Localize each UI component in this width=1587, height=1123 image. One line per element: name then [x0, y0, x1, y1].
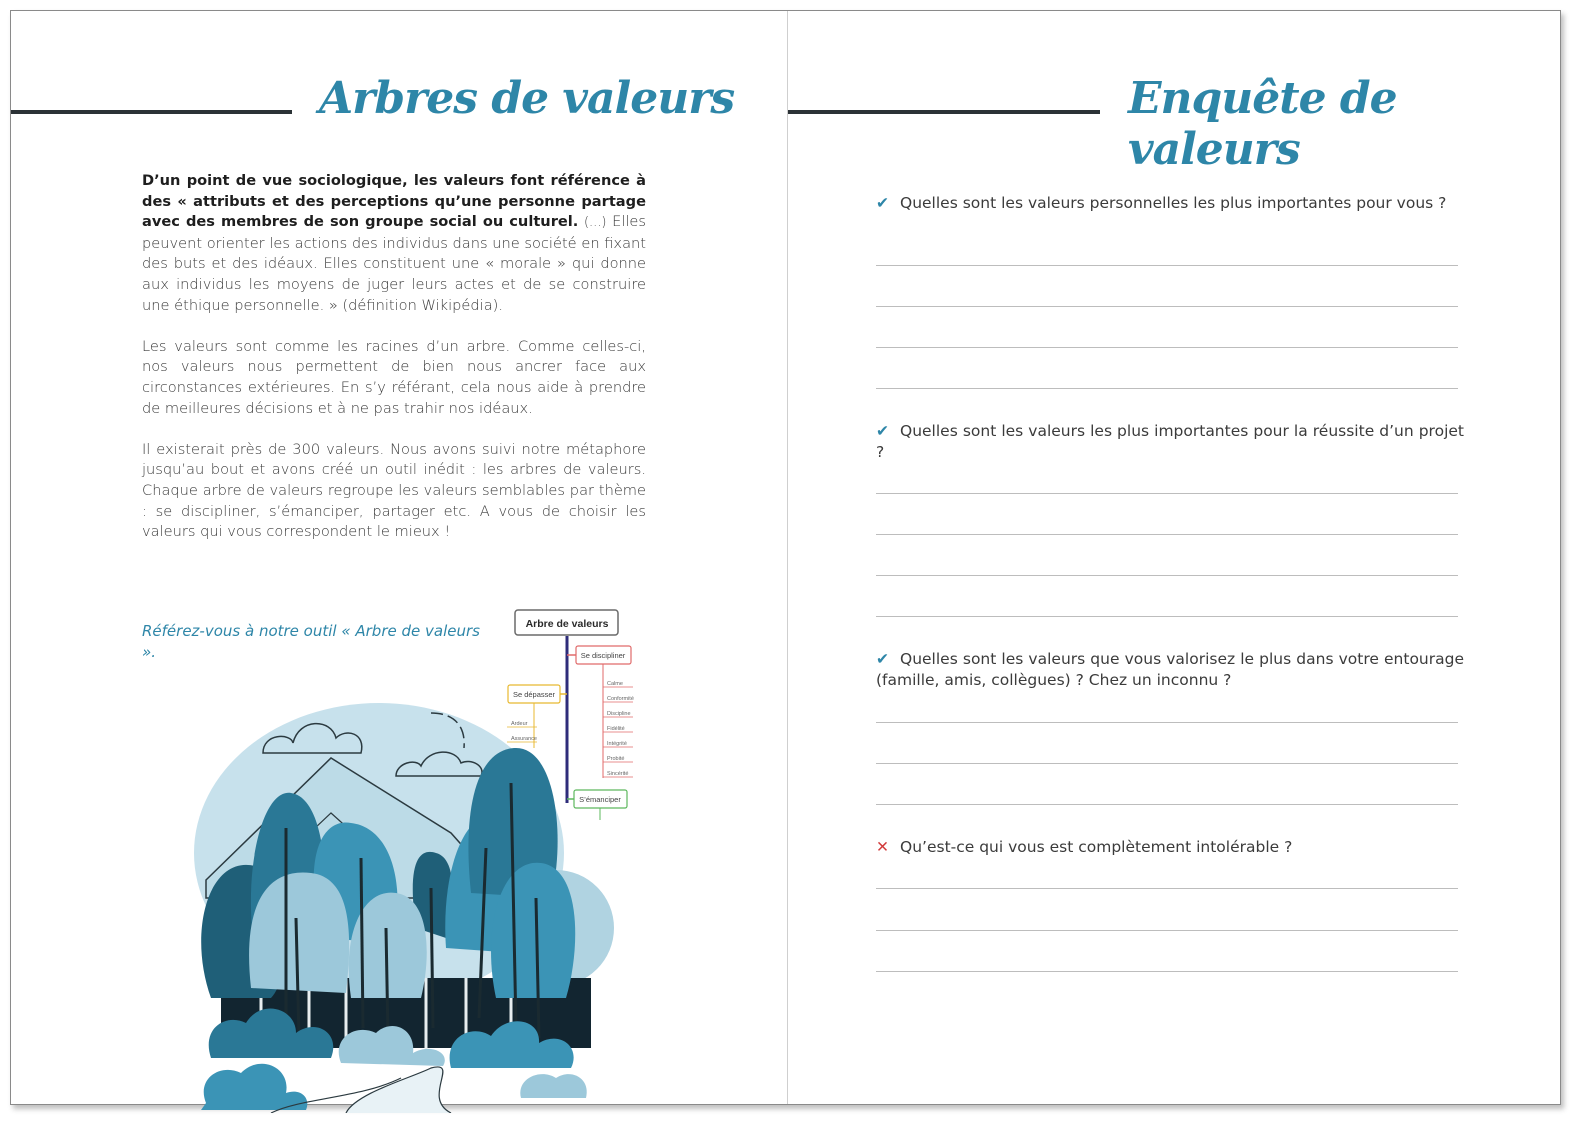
paragraph-tool: Il existerait près de 300 valeurs. Nous avons suivi notre métaphore jusqu’au bout et avons créé un outil inédit : les arbres de valeurs. Chaque arbre de valeurs regroupe les valeurs semblables par thème : se discipliner, s’émanciper, partager etc. A vous de choisir les valeurs qui vous correspondent le mieux ! — [142, 440, 646, 541]
check-icon: ✔ — [876, 650, 889, 668]
document-spread — [10, 10, 1561, 1105]
callout-reference: Référez-vous à notre outil « Arbre de valeurs ». — [142, 622, 480, 661]
answer-line[interactable] — [876, 347, 1458, 348]
paragraph-roots: Les valeurs sont comme les racines d’un arbre. Comme celles-ci, nos valeurs nous permettent de bien nous ancrer face aux circonstances extérieures. En s’y référant, cela nous aide à prendre de meilleures décisions et à ne pas trahir nos idéaux. — [142, 337, 646, 417]
check-icon: ✔ — [876, 194, 889, 212]
mindmap-leaf: Ardeur — [511, 721, 528, 727]
paragraph-definition — [142, 171, 646, 316]
bush — [201, 1064, 307, 1110]
mindmap-branch-emanciper-label: S’émanciper — [579, 795, 621, 804]
answer-line[interactable] — [876, 493, 1458, 494]
page-title: Enquête de valeurs — [1128, 73, 1397, 175]
mindmap-branch-discipline-label: Se discipliner — [580, 651, 626, 660]
answer-line[interactable] — [876, 888, 1458, 889]
mindmap-branch-depasser-label: Se dépasser — [512, 690, 556, 699]
answer-line[interactable] — [876, 575, 1458, 576]
path — [346, 1067, 451, 1113]
definition-bold: D’un point de vue sociologique, les valeurs font référence à des « attributs et des perceptions qu’une personne partage avec des membres de son groupe social ou culturel. — [142, 172, 646, 231]
answer-line[interactable] — [876, 763, 1458, 764]
left-page — [11, 11, 786, 1104]
check-icon: ✔ — [876, 422, 889, 440]
question-text: Quelles sont les valeurs les plus importantes pour la réussite d’un projet ? — [876, 422, 1464, 461]
intro-text — [142, 171, 646, 563]
mindmap-leaf: Sincérité — [607, 771, 629, 777]
title-rule — [11, 110, 292, 114]
mindmap-leaf: Probité — [607, 756, 625, 762]
question-text: Quelles sont les valeurs personnelles les plus importantes pour vous ? — [900, 194, 1447, 212]
forest-illustration — [181, 598, 651, 1113]
answer-line[interactable] — [876, 306, 1458, 307]
ellipsis: (...) — [583, 215, 607, 231]
question-2 — [876, 421, 1464, 463]
mindmap-leaf: Discipline — [607, 711, 631, 717]
cross-icon: ✕ — [876, 838, 889, 856]
title-rule — [788, 110, 1100, 114]
mindmap-leaf: Assurance — [511, 736, 537, 742]
answer-line[interactable] — [876, 804, 1458, 805]
question-1 — [876, 193, 1464, 214]
answer-line[interactable] — [876, 616, 1458, 617]
question-text: Qu’est-ce qui vous est complètement intolérable ? — [900, 838, 1293, 856]
answer-line[interactable] — [876, 971, 1458, 972]
answer-line[interactable] — [876, 534, 1458, 535]
answer-line[interactable] — [876, 930, 1458, 931]
mindmap-leaf: Conformité — [607, 696, 634, 702]
bush — [520, 1074, 586, 1098]
mindmap-leaf: Calme — [607, 681, 623, 687]
definition-rest: Elles peuvent orienter les actions des individus dans une société en fixant des buts et des idéaux. Elles constituent une « morale » qui donne aux individus les moyens de juger leurs actes et de se construire une éthique personnelle. » (définition Wikipédia). — [142, 213, 647, 314]
question-text: Quelles sont les valeurs que vous valorisez le plus dans votre entourage (famille, amis, collègues) ? Chez un inconnu ? — [876, 650, 1464, 689]
question-3 — [876, 649, 1464, 691]
question-4 — [876, 837, 1464, 858]
answer-line[interactable] — [876, 722, 1458, 723]
right-page — [787, 11, 1560, 1104]
mindmap-leaf: Fidélité — [607, 726, 625, 732]
mindmap-root-label: Arbre de valeurs — [525, 618, 609, 630]
answer-line[interactable] — [876, 388, 1458, 389]
mindmap-leaf: Intégrité — [607, 741, 627, 747]
answer-line[interactable] — [876, 265, 1458, 266]
page-title: Arbres de valeurs — [319, 73, 735, 124]
